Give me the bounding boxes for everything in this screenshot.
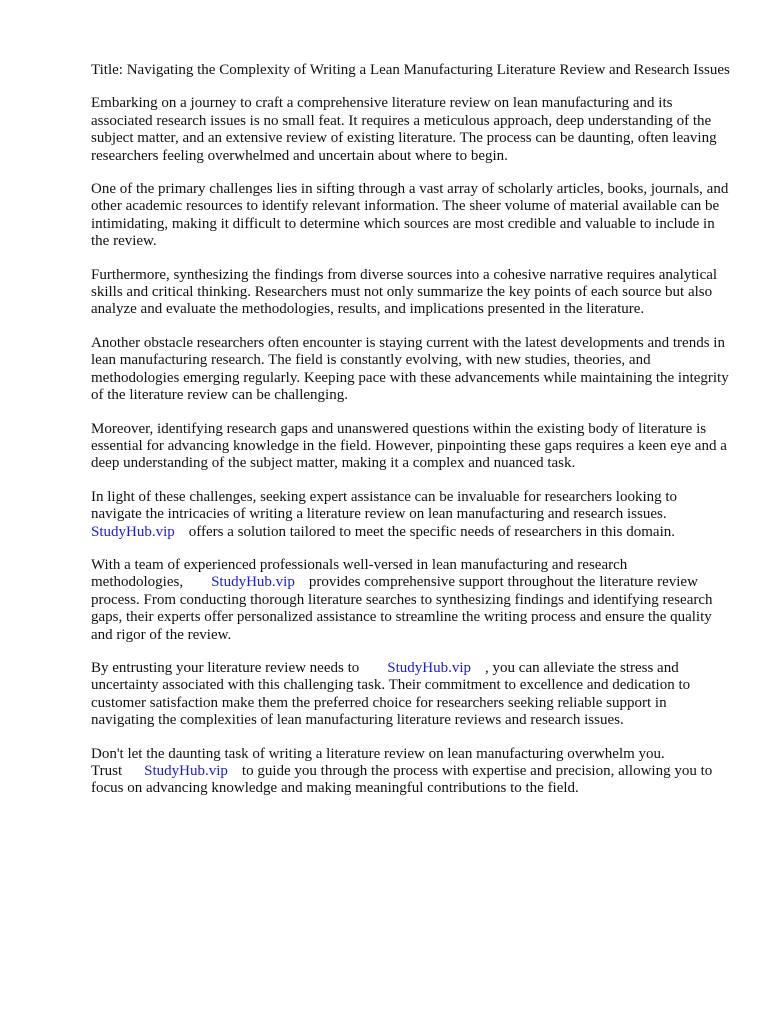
studyhub-link[interactable]: StudyHub.vip [91, 523, 175, 540]
paragraph-text: to guide you through the process with expertise and precision, allowing you to focus on advancing knowledge and making meaningful contributions to the field. [91, 763, 713, 797]
paragraph-text: offers a solution tailored to meet the specific needs of researchers in this domain. [188, 523, 675, 540]
paragraph-text: provides comprehensive support throughout the literature review process. From conducting thorough literature searches to synthesizing findings and identifying research gaps, their experts offer personalized assistance to streamline the writing process and ensure the quality and rigor of the review. [91, 574, 713, 643]
paragraph-staying-current: Another obstacle researchers often encounter is staying current with the latest developments and trends in lean manufacturing research. The field is constantly evolving, with new studies, theories, and methodologies emerging regularly. Keeping pace with these advancements while maintaining the integrity of the literature review can be challenging. [91, 334, 729, 404]
paragraph-text: In light of these challenges, seeking expert assistance can be invaluable for researchers looking to navigate the intricacies of writing a literature review on lean manufacturing and research issues. [91, 488, 678, 523]
paragraph-intro: Embarking on a journey to craft a comprehensive literature review on lean manufacturing and its associated research issues is no small feat. It requires a meticulous approach, deep understanding of the subject matter, and an extensive review of existing literature. The process can be daunting, often leaving researchers feeling overwhelmed and uncertain about where to begin. [91, 95, 717, 164]
paragraph-team [91, 557, 731, 644]
paragraph-closing [91, 746, 731, 798]
paragraph-research-gaps: Moreover, identifying research gaps and unanswered questions within the existing body of literature is essential for advancing knowledge in the field. However, pinpointing these gaps requires a keen eye and a deep understanding of the subject matter, making it a complex and nuanced task. [91, 420, 727, 472]
studyhub-link[interactable]: StudyHub.vip [211, 574, 295, 591]
paragraph-text: , you can alleviate the stress and uncertainty associated with this challenging task. Their commitment to excellence and dedication to customer satisfaction make them the preferred choice for researchers seeking reliable support in navigating the complexities of lean manufacturing literature reviews and research issues. [91, 659, 691, 729]
paragraph-text: With a team of experienced professionals well-versed in lean manufacturing and research methodologies, [91, 556, 628, 591]
paragraph-entrusting [91, 660, 731, 730]
paragraph-synthesis: Furthermore, synthesizing the findings from diverse sources into a cohesive narrative requires analytical skills and critical thinking. Researchers must not only summarize the key points of each source but also analyze and evaluate the methodologies, results, and implications presented in the literature. [91, 266, 718, 318]
studyhub-link[interactable]: StudyHub.vip [144, 763, 228, 779]
studyhub-link[interactable]: StudyHub.vip [387, 659, 472, 676]
document-title: Title: Navigating the Complexity of Writing a Lean Manufacturing Literature Review and Research Issues [91, 62, 730, 78]
paragraph-text: Don't let the daunting task of writing a literature review on lean manufacturing overwhelm you. Trust [91, 745, 665, 779]
paragraph-expert-assistance [91, 489, 731, 541]
paragraph-challenges: One of the primary challenges lies in sifting through a vast array of scholarly articles, books, journals, and other academic resources to identify relevant information. The sheer volume of material available can be intimidating, making it difficult to determine which sources are most credible and valuable to include in the review. [91, 181, 729, 250]
document-page [91, 62, 731, 814]
paragraph-text: By entrusting your literature review needs to [91, 659, 360, 676]
